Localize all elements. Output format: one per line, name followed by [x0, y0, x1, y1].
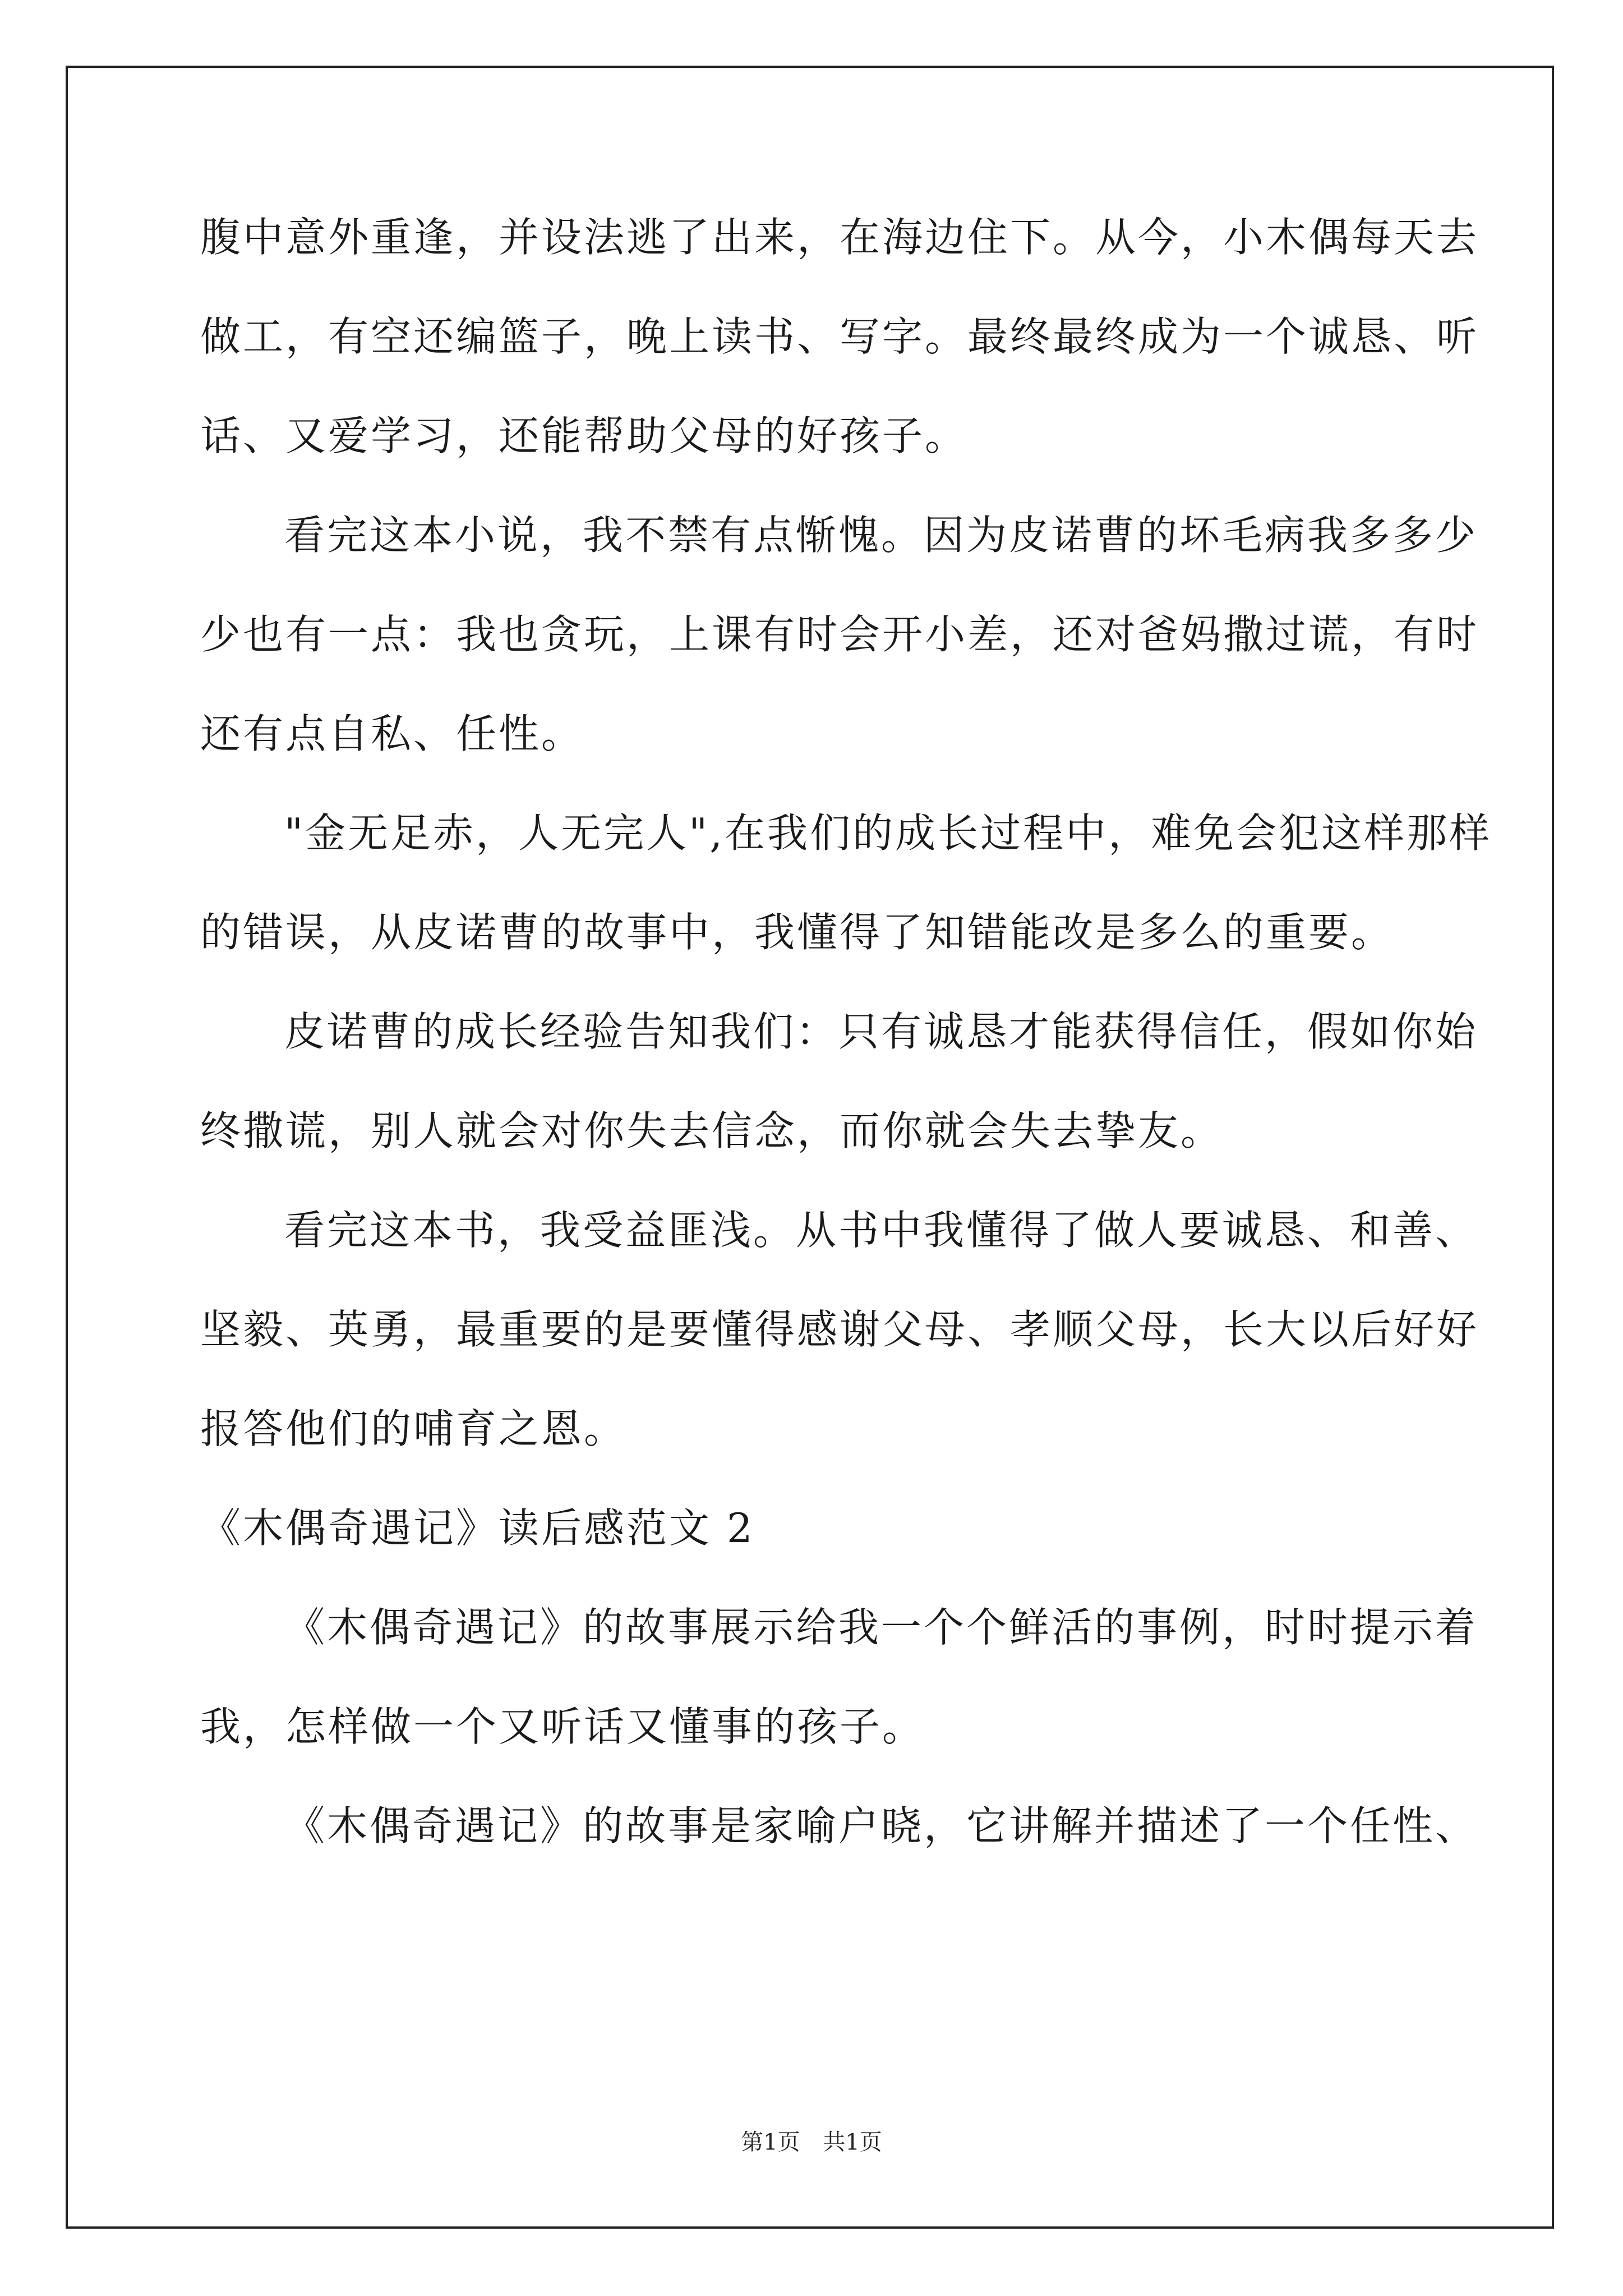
text-line: 终撒谎，别人就会对你失去信念，而你就会失去挚友。: [200, 1107, 1224, 1154]
text-line: 的错误，从皮诺曹的故事中，我懂得了知错能改是多么的重要。: [200, 909, 1394, 956]
text-line: 我，怎样做一个又听话又懂事的孩子。: [200, 1703, 925, 1750]
paragraph-start: 皮诺曹的成长经验告知我们：只有诚恳才能获得信任，假如你始: [284, 1008, 1478, 1055]
page-footer: [0, 2128, 1623, 2156]
text-line: 做工，有空还编篮子，晚上读书、写字。最终最终成为一个诚恳、听: [200, 313, 1479, 360]
paragraph-start: 《木偶奇遇记》的故事展示给我一个个鲜活的事例，时时提示着: [284, 1604, 1478, 1651]
page-number-current: 第1页: [741, 2129, 800, 2155]
text-line: 少也有一点：我也贪玩，上课有时会开小差，还对爸妈撒过谎，有时: [200, 611, 1479, 658]
text-line: 坚毅、英勇，最重要的是要懂得感谢父母、孝顺父母，长大以后好好: [200, 1306, 1479, 1353]
text-line: 还有点自私、任性。: [200, 710, 584, 757]
text-line: 话、又爱学习，还能帮助父母的好孩子。: [200, 412, 968, 459]
text-line: 报答他们的哺育之恩。: [200, 1405, 627, 1452]
text-line: 腹中意外重逢，并设法逃了出来，在海边住下。从今，小木偶每天去: [200, 214, 1479, 261]
page-number-total: 共1页: [823, 2129, 882, 2155]
section-heading: 《木偶奇遇记》读后感范文 2: [200, 1504, 755, 1552]
paragraph-start: "金无足赤，人无完人",在我们的成长过程中，难免会犯这样那样: [284, 809, 1492, 857]
paragraph-start: 看完这本书，我受益匪浅。从书中我懂得了做人要诚恳、和善、: [284, 1207, 1478, 1254]
paragraph-start: 看完这本小说，我不禁有点惭愧。因为皮诺曹的坏毛病我多多少: [284, 512, 1478, 559]
paragraph-start: 《木偶奇遇记》的故事是家喻户晓，它讲解并描述了一个任性、: [284, 1802, 1478, 1849]
